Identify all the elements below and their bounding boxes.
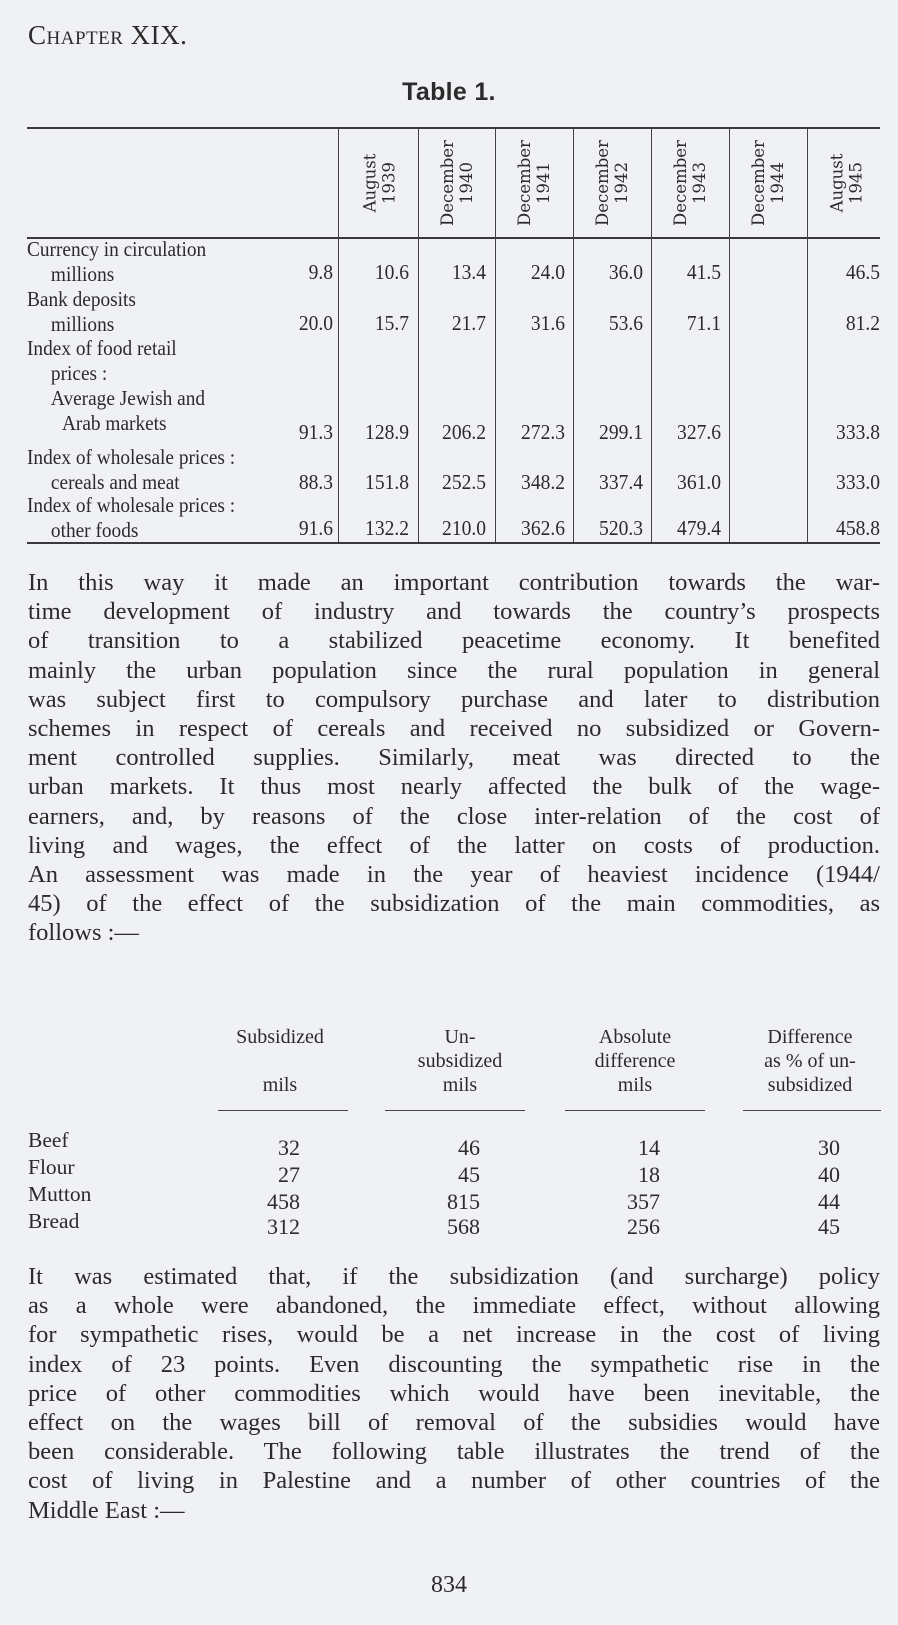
table2-row-label: Bread [28,1209,80,1233]
table1-cell: 327.6 [677,420,721,444]
table1-cell: 81.2 [845,311,880,335]
table1-row-label: Index of food retail prices : Average Jewish and Arab markets [27,336,206,435]
table1-cell: 210.0 [442,516,486,540]
table2-col-header: Un- subsidized mils [417,1026,503,1096]
table2-cell: 14 [638,1135,660,1160]
table1-cell: 333.8 [836,420,880,444]
table1-col-header: August 1939 [360,153,398,213]
paragraph-2: It was estimated that, if the subsidization (and surcharge) policy as a whole were abandoned, the immediate effect, without allowing for sympathetic rises, would be a net increase in the cost of living index of 23 points. Even discounting the sympathetic rise in the price of other commodities which would have been inevitable, the effect on the wages bill of removal of the subsidies would have been considerable. The following table illustrates the trend of the cost of living in Palestine and a number of other countries of the Middle East :— [28,1263,880,1524]
table2-cell: 46 [458,1135,480,1160]
table1-row-label: Index of wholesale prices : cereals and meat [27,445,236,494]
table1-cell: 128.9 [365,420,409,444]
table1-cell: 333.0 [836,470,880,494]
chapter-heading: Chapter XIX. [28,20,188,50]
table1-cell: 24.0 [530,260,565,284]
table1-cell: 299.1 [599,420,643,444]
table1-row-label: Index of wholesale prices : other foods [27,493,236,542]
table1-cell: 71.1 [686,311,721,335]
table1-cell: 272.3 [521,420,565,444]
table2-row-label: Beef [28,1128,69,1152]
table2-row-label: Mutton [28,1182,92,1206]
page-number: 834 [431,1572,467,1598]
table1-cell: 479.4 [677,516,721,540]
table1-cell: 10.6 [374,260,409,284]
table1-cell: 36.0 [608,260,643,284]
table2-col-header: Difference as % of un- subsidized [764,1026,856,1096]
table1-cell: 348.2 [521,470,565,494]
table1-title: Table 1. [402,78,496,106]
table1-col-divider [338,129,339,542]
table2-header-rule [385,1110,525,1111]
table2-cell: 256 [627,1214,660,1239]
table1-cell: 520.3 [599,516,643,540]
table1-cell: 91.6 [298,516,333,540]
paragraph-1: In this way it made an important contribution towards the war- time development of industry and towards the country’s prospects of transition to a stabilized peacetime economy. It benefited mainly the urban population since the rural population in general was subject first to compulsory purchase and later to distribution schemes in respect of cereals and received no subsidized or Govern- ment controlled supplies. Similarly, meat was directed to the urban markets. It thus most nearly affected the bulk of the wage- earners, and, by reasons of the close inter-relation of the cost of living and wages, the effect of the latter on costs of production. An assessment was made in the year of heaviest incidence (1944/ 45) of the effect of the subsidization of the main commodities, as follows :— [28,569,880,947]
table1-cell: 88.3 [298,470,333,494]
table2-cell: 357 [627,1189,660,1214]
table1-cell: 31.6 [530,311,565,335]
table2-cell: 312 [267,1214,300,1239]
table2-header-rule [743,1110,881,1111]
table1-cell: 206.2 [442,420,486,444]
table2-cell: 45 [458,1162,480,1187]
table1-cell: 21.7 [451,311,486,335]
table1-cell: 9.8 [308,260,333,284]
table1-row-label: Currency in circulation millions [27,237,207,286]
table1-cell: 361.0 [677,470,721,494]
table2-cell: 568 [447,1214,480,1239]
table2-col-header: Absolute difference mils [594,1026,676,1096]
table1-col-header: December 1940 [438,140,476,226]
table2-cell: 44 [818,1189,840,1214]
table1-cell: 46.5 [845,260,880,284]
table2-header-rule [218,1110,348,1111]
table1-col-header: December 1942 [593,140,631,226]
table2-col-header: Subsidized mils [236,1026,324,1096]
table1-cell: 20.0 [298,311,333,335]
table1-cell: 337.4 [599,470,643,494]
table1-col-header: December 1943 [671,140,709,226]
table2-cell: 30 [818,1135,840,1160]
table2-cell: 27 [278,1162,300,1187]
table2-header-rule [565,1110,705,1111]
table2-cell: 18 [638,1162,660,1187]
table2-cell: 815 [447,1189,480,1214]
table1-cell: 15.7 [374,311,409,335]
table1-cell: 252.5 [442,470,486,494]
table1-col-header: August 1945 [827,153,865,213]
table2-cell: 40 [818,1162,840,1187]
table2-cell: 45 [818,1214,840,1239]
table2-cell: 32 [278,1135,300,1160]
table1-col-header: December 1944 [749,140,787,226]
table1-cell: 53.6 [608,311,643,335]
table1-top-rule [27,127,880,129]
table1-cell: 41.5 [686,260,721,284]
table1-cell: 132.2 [365,516,409,540]
table1-row-label: Bank deposits millions [27,287,136,336]
table2-row-label: Flour [28,1155,75,1179]
table1-cell: 458.8 [836,516,880,540]
table1-cell: 362.6 [521,516,565,540]
table1-col-header: December 1941 [515,140,553,226]
table1-cell: 13.4 [451,260,486,284]
table1-cell: 151.8 [365,470,409,494]
table2-cell: 458 [267,1189,300,1214]
table1-cell: 91.3 [298,420,333,444]
